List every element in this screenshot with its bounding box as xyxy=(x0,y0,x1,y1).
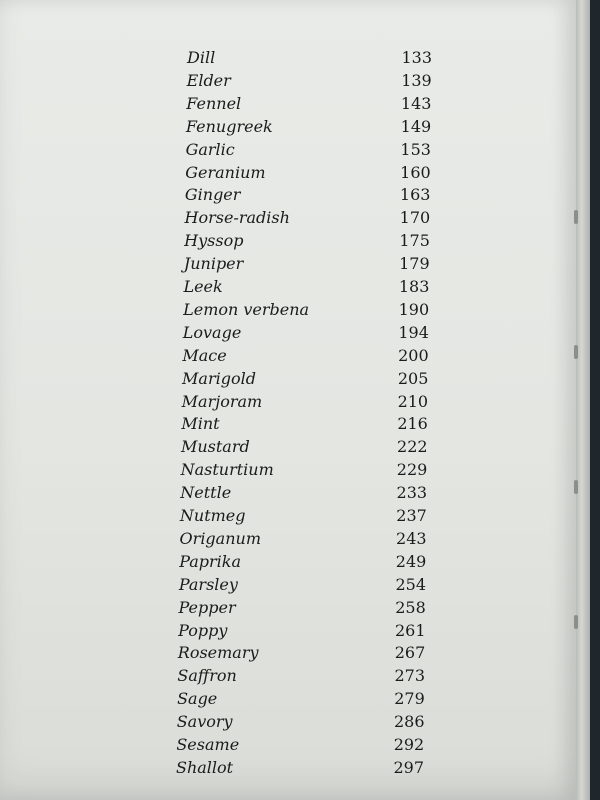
entry-name: Mustard xyxy=(180,437,250,457)
entry-name: Elder xyxy=(186,70,231,90)
entry-name: Paprika xyxy=(179,551,242,571)
contents-entry xyxy=(181,414,428,436)
entry-page-number: 149 xyxy=(400,116,432,136)
contents-entry xyxy=(177,689,425,711)
entry-page-number: 153 xyxy=(400,139,431,159)
contents-entry xyxy=(184,254,430,276)
entry-page-number: 222 xyxy=(397,437,428,457)
entry-name: Nasturtium xyxy=(180,460,274,480)
entry-name: Marigold xyxy=(182,368,256,388)
entry-name: Lemon verbena xyxy=(183,299,310,319)
contents-entry xyxy=(186,140,431,162)
entry-name: Leek xyxy=(183,277,223,297)
entry-page-number: 143 xyxy=(400,93,432,113)
entry-page-number: 249 xyxy=(395,551,427,571)
entry-page-number: 163 xyxy=(399,185,431,205)
entry-name: Shallot xyxy=(176,758,234,777)
entry-page-number: 258 xyxy=(395,597,426,617)
contents-entry xyxy=(182,369,428,391)
entry-page-number: 237 xyxy=(396,506,427,526)
contents-entry xyxy=(177,712,425,734)
contents-entry xyxy=(180,483,427,505)
entry-name: Sage xyxy=(177,689,218,709)
entry-name: Lovage xyxy=(182,322,242,342)
contents-entry xyxy=(186,94,431,116)
entry-page-number: 254 xyxy=(395,574,427,594)
next-page-edge xyxy=(576,0,590,800)
contents-entry xyxy=(187,48,432,70)
contents-entry xyxy=(180,529,427,551)
contents-entry xyxy=(182,392,428,414)
book-cover-edge xyxy=(590,0,600,800)
contents-entry xyxy=(183,277,429,299)
entry-name: Geranium xyxy=(185,162,266,182)
entry-page-number: 190 xyxy=(398,299,430,319)
entry-name: Sesame xyxy=(176,735,240,755)
entry-page-number: 133 xyxy=(401,48,432,67)
entry-page-number: 179 xyxy=(399,254,430,274)
contents-entry xyxy=(178,643,426,665)
entry-page-number: 292 xyxy=(393,735,425,755)
contents-entry xyxy=(183,323,429,345)
entry-page-number: 267 xyxy=(394,643,426,663)
entry-name: Origanum xyxy=(179,528,261,548)
entry-name: Fenugreek xyxy=(185,116,273,136)
entry-page-number: 183 xyxy=(398,277,430,297)
contents-entry xyxy=(185,163,430,185)
entry-name: Rosemary xyxy=(177,643,259,663)
entry-page-number: 297 xyxy=(393,758,424,777)
entry-name: Saffron xyxy=(177,666,237,686)
entry-name: Savory xyxy=(176,712,233,732)
contents-entry xyxy=(178,621,425,643)
entry-name: Hyssop xyxy=(184,231,244,251)
entry-page-number: 175 xyxy=(399,231,430,251)
entry-page-number: 279 xyxy=(394,689,425,709)
entry-page-number: 210 xyxy=(397,391,429,411)
entry-page-number: 233 xyxy=(396,483,428,503)
entry-page-number: 170 xyxy=(399,208,431,228)
entry-page-number: 160 xyxy=(400,162,431,182)
contents-entry xyxy=(187,71,432,93)
contents-entry xyxy=(176,735,424,757)
contents-entry xyxy=(178,598,425,620)
entry-name: Mint xyxy=(181,414,220,434)
contents-entry xyxy=(181,437,428,459)
entry-name: Nettle xyxy=(180,483,232,503)
contents-entry xyxy=(181,460,428,482)
entry-name: Parsley xyxy=(178,574,238,594)
contents-entry xyxy=(184,231,430,253)
entry-page-number: 273 xyxy=(394,666,426,686)
entry-name: Poppy xyxy=(178,620,228,640)
entry-name: Garlic xyxy=(185,139,235,159)
contents-entry xyxy=(179,575,426,597)
contents-entry xyxy=(185,185,431,207)
contents-entry xyxy=(186,117,431,139)
entry-page-number: 229 xyxy=(396,460,428,480)
contents-entry xyxy=(185,208,431,230)
contents-entry xyxy=(180,506,427,528)
entry-name: Marjoram xyxy=(181,391,263,411)
entry-page-number: 194 xyxy=(398,322,429,342)
entry-page-number: 243 xyxy=(396,528,427,548)
contents-entry xyxy=(183,300,429,322)
entry-page-number: 139 xyxy=(401,70,432,90)
entry-name: Ginger xyxy=(184,185,241,205)
entry-page-number: 205 xyxy=(397,368,429,388)
contents-entry xyxy=(176,758,424,780)
contents-entry xyxy=(182,346,428,368)
entry-name: Mace xyxy=(182,345,227,365)
entry-page-number: 200 xyxy=(398,345,429,365)
entry-name: Dill xyxy=(187,48,216,67)
entry-page-number: 286 xyxy=(393,712,425,732)
entry-name: Pepper xyxy=(178,597,236,617)
entry-page-number: 216 xyxy=(397,414,428,434)
contents-entry xyxy=(177,666,425,688)
entry-name: Nutmeg xyxy=(179,506,246,526)
entry-page-number: 261 xyxy=(394,620,426,640)
entry-name: Juniper xyxy=(183,254,244,274)
entry-name: Fennel xyxy=(186,93,242,113)
contents-entry xyxy=(179,552,426,574)
entry-name: Horse-radish xyxy=(184,208,290,228)
